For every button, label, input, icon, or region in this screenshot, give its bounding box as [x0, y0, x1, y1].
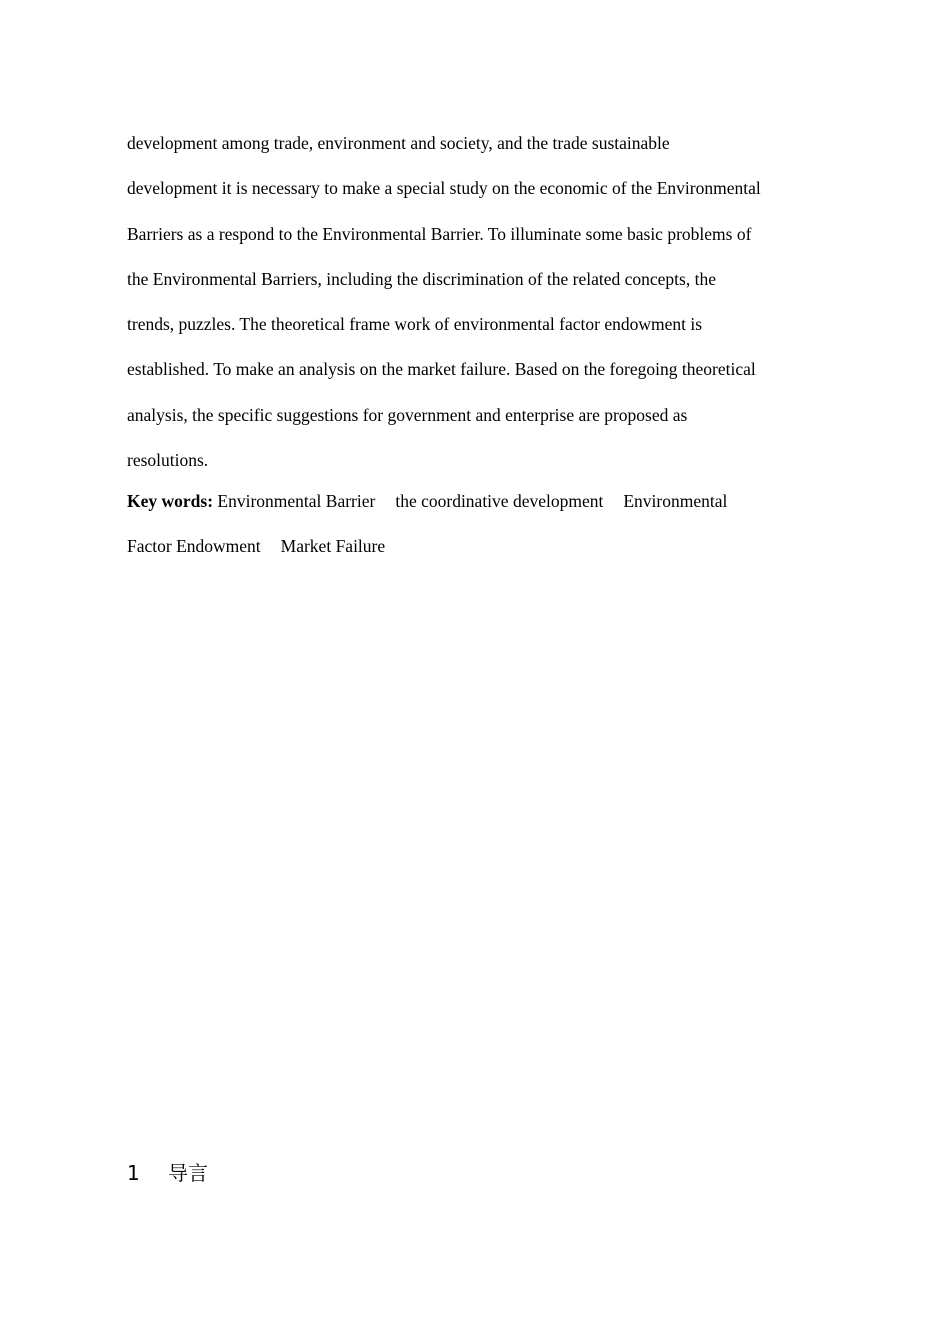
keyword-item: Market Failure [280, 536, 386, 556]
keywords-label: Key words: [127, 491, 214, 511]
keyword-item: Environmental Barrier [217, 491, 376, 511]
keywords-line-2 [127, 535, 385, 557]
abstract-line-1: development among trade, environment and society, and the trade sustainable [127, 133, 670, 153]
section-heading [127, 1160, 208, 1186]
section-title: 导言 [168, 1161, 208, 1185]
keyword-item: the coordinative development [395, 491, 604, 511]
abstract-line-3: Barriers as a respond to the Environmental Barrier. To illuminate some basic problems of [127, 224, 752, 244]
abstract-line-8: resolutions. [127, 450, 209, 470]
abstract-line-4: the Environmental Barriers, including the discrimination of the related concepts, the [127, 269, 716, 289]
abstract-line-2: development it is necessary to make a special study on the economic of the Environmental [127, 178, 761, 198]
abstract-line-5: trends, puzzles. The theoretical frame work of environmental factor endowment is [127, 314, 703, 334]
section-number: 1 [127, 1161, 140, 1185]
abstract-line-7: analysis, the specific suggestions for government and enterprise are proposed as [127, 405, 688, 425]
keyword-item: Factor Endowment [127, 536, 261, 556]
keyword-item: Environmental [623, 491, 728, 511]
abstract-line-6: established. To make an analysis on the market failure. Based on the foregoing theoretical [127, 359, 756, 379]
keywords-line-1 [127, 490, 727, 512]
